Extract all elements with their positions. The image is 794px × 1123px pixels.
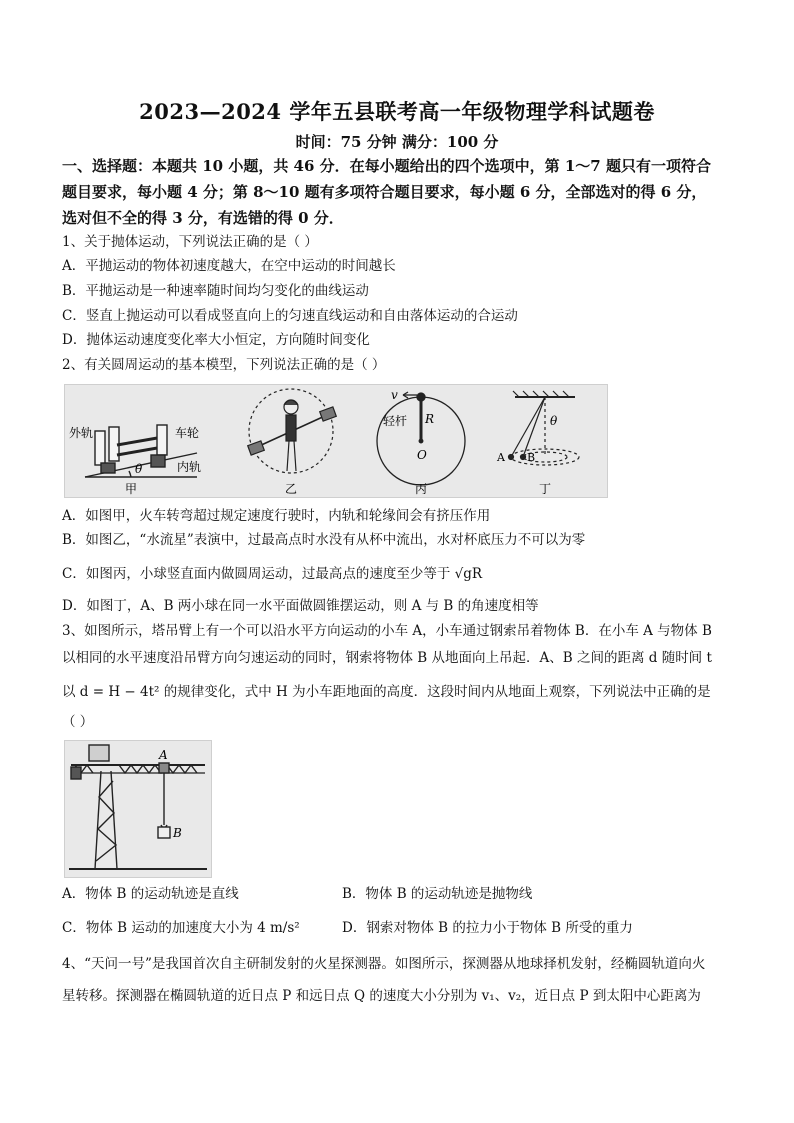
q3-crane-figure: [64, 740, 212, 878]
label-ding: 丁: [539, 482, 552, 496]
label-theta: θ: [135, 462, 143, 476]
label-ball-a: A: [497, 451, 505, 464]
q1-option-b: B．平抛运动是一种速率随时间均匀变化的曲线运动: [62, 283, 369, 299]
label-jia: 甲: [125, 482, 138, 496]
q3-option-a: A．物体 B 的运动轨迹是直线: [62, 886, 239, 902]
label-wheel: 车轮: [175, 426, 200, 440]
q2-figure: [64, 384, 608, 498]
q3-line-2: 以相同的水平速度沿吊臂方向匀速运动的同时，钢索将物体 B 从地面向上吊起．A、B 之间的距离 d 随时间 t: [62, 650, 712, 666]
label-inner-rail: 内轨: [177, 460, 202, 474]
label-outer-rail: 外轨: [69, 426, 94, 440]
label-ball-b: B: [527, 451, 536, 464]
figure-yi: [248, 389, 337, 473]
crane-drawing: [65, 741, 211, 877]
label-R: R: [425, 412, 435, 426]
label-theta-2: θ: [550, 414, 558, 428]
section-instruction-line-1: 一、选择题：本题共 10 小题，共 46 分．在每小题给出的四个选项中，第 1～7 题只有一项符合: [62, 157, 711, 175]
label-O: O: [417, 448, 427, 462]
q1-option-c: C．竖直上抛运动可以看成竖直向上的匀速直线运动和自由落体运动的合运动: [62, 308, 518, 324]
q3-option-d: D．钢索对物体 B 的拉力小于物体 B 所受的重力: [342, 920, 633, 936]
q2-option-a: A．如图甲，火车转弯超过规定速度行驶时，内轨和轮缘间会有挤压作用: [62, 508, 491, 524]
label-rod: 轻杆: [383, 414, 408, 428]
q3-line-1: 3、如图所示，塔吊臂上有一个可以沿水平方向运动的小车 A，小车通过钢索吊着物体 B．在小车 A 与物体 B: [62, 623, 712, 639]
q2-option-d: D．如图丁，A、B 两小球在同一水平面做圆锥摆运动，则 A 与 B 的角速度相等: [62, 598, 539, 614]
label-object-b: B: [173, 826, 182, 840]
figure-ding: [509, 391, 580, 465]
exam-subtitle: 时间：75 分钟 满分：100 分: [295, 133, 499, 151]
figure-bing: [377, 392, 465, 485]
section-instruction-line-2: 题目要求，每小题 4 分；第 8～10 题有多项符合题目要求，每小题 6 分，全部选对的得 6 分，: [62, 183, 707, 201]
q1-stem: 1、关于抛体运动，下列说法正确的是（ ）: [62, 234, 318, 250]
q2-figure-drawing: [65, 385, 607, 497]
label-bing: 丙: [415, 482, 428, 496]
q2-stem: 2、有关圆周运动的基本模型，下列说法正确的是（ ）: [62, 357, 386, 373]
q3-option-b: B．物体 B 的运动轨迹是抛物线: [342, 886, 533, 902]
section-instruction-line-3: 选对但不全的得 3 分，有选错的得 0 分．: [62, 209, 344, 227]
q2-option-c: C．如图丙，小球竖直面内做圆周运动，过最高点的速度至少等于 √gR: [62, 566, 483, 582]
label-v: v: [391, 388, 398, 402]
label-yi: 乙: [285, 482, 298, 496]
q3-line-3: 以 d = H − 4t² 的规律变化，式中 H 为小车距地面的高度．这段时间内从地面上观察，下列说法中正确的是: [62, 684, 711, 700]
q3-line-4: （ ）: [62, 714, 94, 730]
q2-option-b: B．如图乙，“水流星”表演中，过最高点时水没有从杯中流出，水对杯底压力不可以为零: [62, 532, 586, 548]
q1-option-d: D．抛体运动速度变化率大小恒定，方向随时间变化: [62, 332, 370, 348]
label-trolley-a: A: [159, 748, 168, 762]
q4-line-1: 4、“天问一号”是我国首次自主研制发射的火星探测器。如图所示，探测器从地球择机发射，经椭圆轨道向火: [62, 956, 706, 972]
q1-option-a: A．平抛运动的物体初速度越大，在空中运动的时间越长: [62, 258, 396, 274]
q4-line-2: 星转移。探测器在椭圆轨道的近日点 P 和远日点 Q 的速度大小分别为 v₁、v₂，近日点 P 到太阳中心距离为: [62, 988, 701, 1004]
q3-option-c: C．物体 B 运动的加速度大小为 4 m/s²: [62, 920, 300, 936]
exam-title: 2023—2024 学年五县联考高一年级物理学科试题卷: [139, 99, 655, 124]
